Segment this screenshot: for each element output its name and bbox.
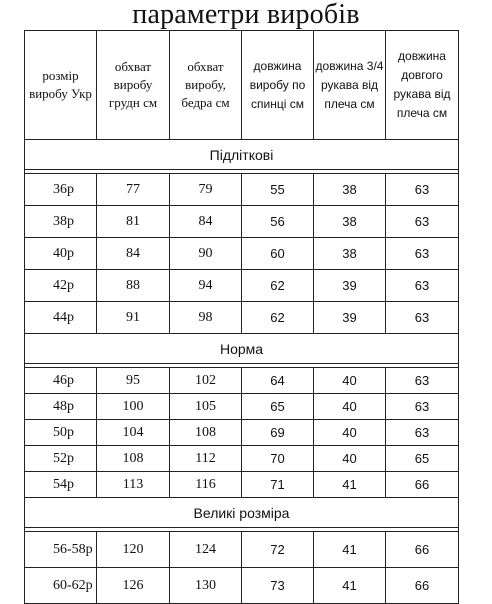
table-row (25, 532, 459, 568)
size-cell: 46р (25, 368, 97, 394)
value-cell: 65 (386, 446, 459, 472)
value-cell: 63 (386, 368, 459, 394)
table-row (25, 206, 459, 238)
value-cell: 77 (97, 174, 170, 206)
value-cell: 41 (314, 568, 386, 604)
value-cell: 91 (97, 302, 170, 334)
value-cell: 108 (97, 446, 170, 472)
value-cell: 38 (314, 238, 386, 270)
table-row (25, 174, 459, 206)
table-row (25, 302, 459, 334)
value-cell: 88 (97, 270, 170, 302)
value-cell: 62 (242, 302, 314, 334)
value-cell: 38 (314, 206, 386, 238)
section-label: Великі розміра (25, 498, 459, 528)
size-cell: 60-62р (25, 568, 97, 604)
value-cell: 105 (170, 394, 242, 420)
size-table (24, 30, 459, 604)
value-cell: 60 (242, 238, 314, 270)
page-title: параметри виробів (132, 0, 360, 30)
value-cell: 63 (386, 394, 459, 420)
value-cell: 79 (170, 174, 242, 206)
value-cell: 41 (314, 472, 386, 498)
value-cell: 63 (386, 206, 459, 238)
value-cell: 66 (386, 568, 459, 604)
value-cell: 84 (170, 206, 242, 238)
value-cell: 124 (170, 532, 242, 568)
header-back-length: довжина виробу по спинці см (242, 31, 314, 140)
value-cell: 102 (170, 368, 242, 394)
section-row (25, 498, 459, 528)
value-cell: 69 (242, 420, 314, 446)
value-cell: 98 (170, 302, 242, 334)
value-cell: 81 (97, 206, 170, 238)
value-cell: 65 (242, 394, 314, 420)
table-row (25, 446, 459, 472)
size-cell: 54р (25, 472, 97, 498)
section-label: Норма (25, 334, 459, 364)
table-row (25, 238, 459, 270)
size-cell: 38р (25, 206, 97, 238)
value-cell: 55 (242, 174, 314, 206)
value-cell: 73 (242, 568, 314, 604)
value-cell: 40 (314, 368, 386, 394)
value-cell: 63 (386, 302, 459, 334)
size-cell: 40р (25, 238, 97, 270)
value-cell: 64 (242, 368, 314, 394)
size-cell: 42р (25, 270, 97, 302)
value-cell: 112 (170, 446, 242, 472)
table-row (25, 270, 459, 302)
header-size: розмір виробу Укр (25, 31, 97, 140)
value-cell: 70 (242, 446, 314, 472)
section-row (25, 140, 459, 170)
section-row (25, 334, 459, 364)
value-cell: 40 (314, 394, 386, 420)
header-hips: обхват виробу, бедра см (170, 31, 242, 140)
size-cell: 36р (25, 174, 97, 206)
value-cell: 108 (170, 420, 242, 446)
table-row (25, 472, 459, 498)
value-cell: 63 (386, 238, 459, 270)
size-cell: 52р (25, 446, 97, 472)
value-cell: 63 (386, 270, 459, 302)
value-cell: 40 (314, 420, 386, 446)
table-row (25, 368, 459, 394)
value-cell: 94 (170, 270, 242, 302)
value-cell: 130 (170, 568, 242, 604)
value-cell: 71 (242, 472, 314, 498)
value-cell: 72 (242, 532, 314, 568)
value-cell: 39 (314, 302, 386, 334)
section-label: Підліткові (25, 140, 459, 170)
value-cell: 100 (97, 394, 170, 420)
value-cell: 39 (314, 270, 386, 302)
size-cell: 50р (25, 420, 97, 446)
value-cell: 63 (386, 420, 459, 446)
value-cell: 116 (170, 472, 242, 498)
size-cell: 56-58р (25, 532, 97, 568)
value-cell: 95 (97, 368, 170, 394)
value-cell: 56 (242, 206, 314, 238)
value-cell: 90 (170, 238, 242, 270)
value-cell: 113 (97, 472, 170, 498)
value-cell: 126 (97, 568, 170, 604)
table-row (25, 394, 459, 420)
value-cell: 40 (314, 446, 386, 472)
table-row (25, 568, 459, 604)
header-row (25, 31, 459, 140)
value-cell: 66 (386, 472, 459, 498)
value-cell: 63 (386, 174, 459, 206)
value-cell: 66 (386, 532, 459, 568)
value-cell: 62 (242, 270, 314, 302)
value-cell: 41 (314, 532, 386, 568)
table-row (25, 420, 459, 446)
header-sleeve-long: довжина довгого рукава від плеча см (386, 31, 459, 140)
value-cell: 104 (97, 420, 170, 446)
value-cell: 38 (314, 174, 386, 206)
size-cell: 48р (25, 394, 97, 420)
header-sleeve-34: довжина 3/4 рукава від плеча см (314, 31, 386, 140)
value-cell: 84 (97, 238, 170, 270)
header-chest: обхват виробу грудн см (97, 31, 170, 140)
size-cell: 44р (25, 302, 97, 334)
value-cell: 120 (97, 532, 170, 568)
